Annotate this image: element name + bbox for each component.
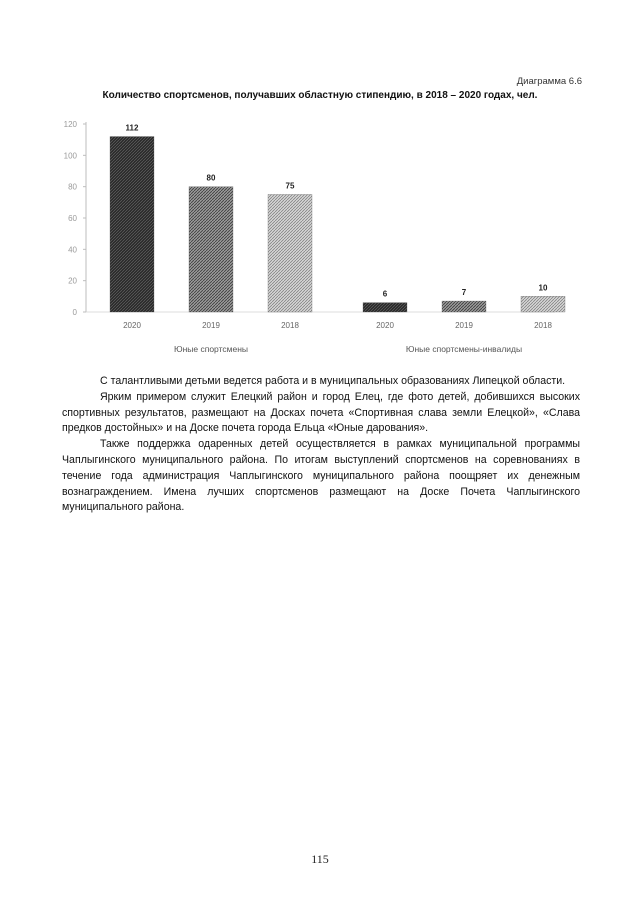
paragraph-3: Также поддержка одаренных детей осуществляется в рамках муниципальной программы Чаплыгинского муниципального района. По итогам выступлений спортсменов на соревнованиях в течение года администрация Чаплыгинского муниципального района поощряет их денежным вознаграждением. Имена лучших спортсменов размещают на Доске Почета Чаплыгинского муниципального района. — [62, 438, 580, 514]
data-label: 112 — [125, 123, 139, 133]
bar-disabled-athletes-2018 — [521, 296, 565, 312]
data-label: 75 — [285, 181, 295, 191]
x-tick-label: 2018 — [534, 321, 552, 330]
y-tick-label: 40 — [68, 245, 77, 255]
group-labels — [174, 344, 522, 354]
group-label: Юные спортсмены-инвалиды — [405, 344, 523, 354]
bar-young-athletes-2020 — [110, 137, 154, 312]
x-tick-label: 2020 — [123, 321, 141, 330]
y-tick-label: 100 — [63, 151, 77, 161]
chart-title: Количество спортсменов, получавших областную стипендию, в 2018 – 2020 годах, чел. — [102, 90, 538, 101]
bar-disabled-athletes-2019 — [442, 301, 486, 312]
x-tick-label: 2019 — [202, 321, 220, 330]
y-tick-label: 0 — [72, 308, 77, 317]
x-tick-label: 2018 — [281, 321, 299, 330]
diagram-label: Диаграмма 6.6 — [516, 76, 582, 87]
paragraph-2: Ярким примером служит Елецкий район и город Елец, где фото детей, добившихся высоких спортивных результатов, размещают на Досках почета «Спортивная слава земли Елецкой», «Слава предков достойных» и на Доске почета города Ельца «Юные дарования». — [62, 390, 580, 435]
paragraph-1: С талантливыми детьми ведется работа и в муниципальных образованиях Липецкой области. — [100, 375, 566, 387]
bar-disabled-athletes-2020 — [363, 303, 407, 312]
bars — [110, 124, 565, 312]
y-tick-label: 80 — [68, 182, 77, 192]
y-tick-label: 120 — [63, 120, 77, 129]
group-label: Юные спортсмены — [173, 344, 249, 354]
data-label: 10 — [538, 283, 548, 293]
data-label: 6 — [382, 289, 388, 299]
body-text — [62, 374, 580, 516]
data-label: 7 — [461, 288, 467, 298]
data-label: 80 — [206, 173, 216, 183]
y-tick-label: 60 — [68, 214, 77, 223]
page-number: 115 — [311, 852, 329, 866]
bar-young-athletes-2019 — [189, 187, 233, 312]
x-tick-label: 2019 — [455, 321, 473, 330]
bar-young-athletes-2018 — [268, 195, 312, 313]
x-tick-labels — [123, 321, 552, 330]
y-tick-label: 20 — [68, 276, 77, 286]
bar-chart — [50, 110, 570, 360]
x-tick-label: 2020 — [376, 321, 394, 330]
